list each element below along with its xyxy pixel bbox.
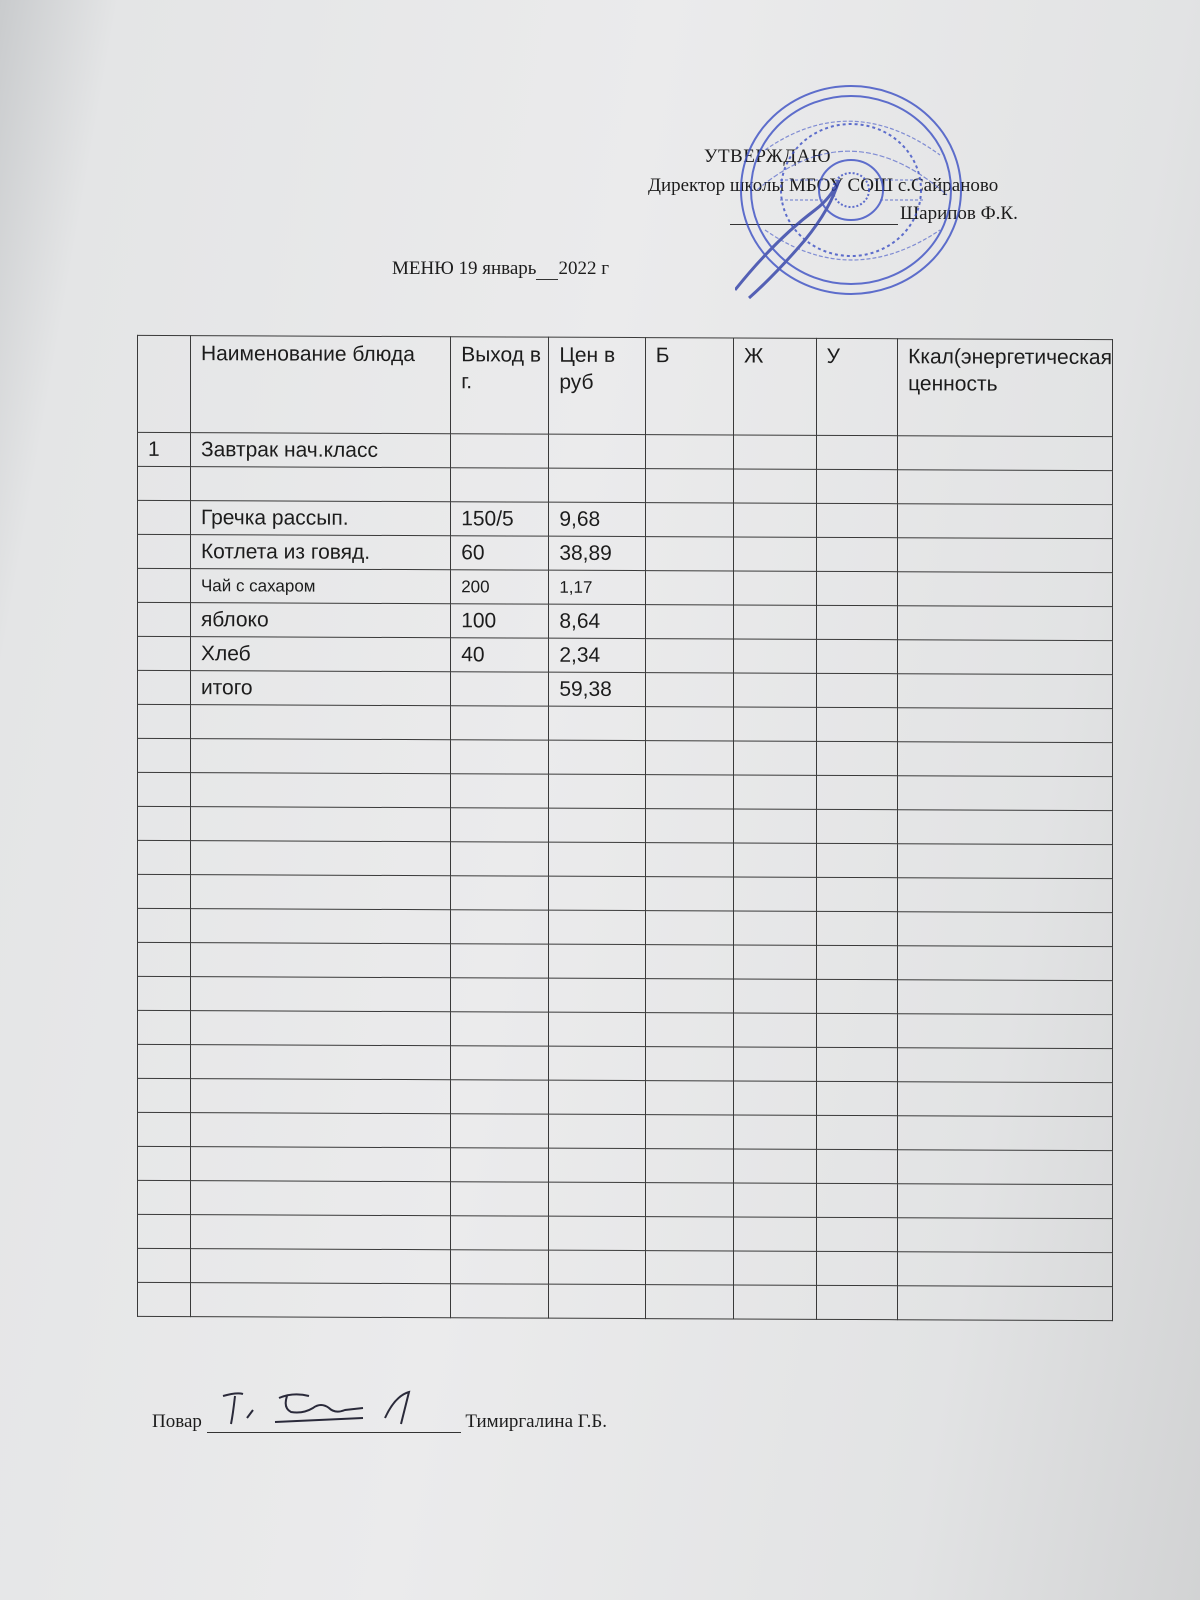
total-output [451,672,549,706]
menu-title [392,258,609,280]
empty-table-row [138,1180,1113,1218]
header-dish-name: Наименование блюда [190,336,450,434]
dish-price: 2,34 [549,638,645,672]
dish-output: 100 [451,604,549,638]
menu-year: 2022 г [558,258,610,279]
total-row [138,670,1113,708]
cook-signature [152,1410,607,1433]
table-header-row [138,335,1113,436]
table-row [138,534,1113,572]
header-protein: Б [645,338,733,435]
empty-table-row [138,806,1113,844]
handwritten-signature-icon [213,1388,453,1428]
header-kcal: Ккал(энергетическая ценность [898,339,1113,437]
dish-name: Хлеб [190,637,450,672]
header-fat: Ж [734,338,817,435]
dish-name: яблоко [190,603,450,638]
dish-output: 150/5 [451,502,549,536]
dish-price: 9,68 [549,502,645,536]
dish-name: Котлета из говяд. [190,535,450,570]
empty-table-row [138,976,1113,1014]
empty-table-row [138,1044,1113,1082]
dish-output: 40 [451,638,549,672]
total-label: итого [190,671,450,706]
table-row [138,568,1113,606]
empty-table-row [138,1146,1113,1184]
menu-table [137,335,1113,1321]
dish-price: 8,64 [549,604,645,638]
cook-label: Повар [152,1411,202,1432]
header-number [138,335,191,432]
empty-table-row [138,1214,1113,1252]
section-row [138,432,1113,470]
empty-table-row [138,704,1113,742]
menu-date: МЕНЮ 19 январь [392,258,537,279]
empty-table-row [138,1282,1113,1320]
dish-name: Гречка рассып. [190,501,450,536]
dish-output: 60 [451,536,549,570]
empty-rows [138,704,1113,1320]
empty-table-row [138,1078,1113,1116]
empty-table-row [138,840,1113,878]
empty-table-row [138,1010,1113,1048]
section-label: Завтрак нач.класс [190,433,450,468]
director-name: Шарипов Ф.К. [900,203,1018,224]
cook-signature-line [207,1410,461,1433]
header-carbs: У [816,338,898,435]
table-row [138,636,1113,674]
empty-table-row [138,1112,1113,1150]
official-seal-icon [735,80,967,300]
table-row [138,466,1113,504]
approval-role: Директор школы МБОУ СОШ с.Сайраново [648,175,999,196]
dish-price: 38,89 [549,536,645,570]
dish-price: 1,17 [549,570,645,604]
header-price: Цен в руб [549,337,645,434]
empty-table-row [138,908,1113,946]
table-row [138,602,1113,640]
dish-name: Чай с сахаром [190,569,450,604]
total-price: 59,38 [549,672,645,706]
section-number: 1 [138,432,191,466]
title-blank [536,263,558,280]
empty-table-row [138,738,1113,776]
empty-table-row [138,772,1113,810]
empty-table-row [138,874,1113,912]
table-row [138,500,1113,538]
cook-name: Тимиргалина Г.Б. [465,1411,608,1432]
empty-table-row [138,1248,1113,1286]
dish-output: 200 [451,570,549,604]
approval-title: УТВЕРЖДАЮ [704,146,831,167]
header-output: Выход в г. [451,337,549,434]
empty-table-row [138,942,1113,980]
